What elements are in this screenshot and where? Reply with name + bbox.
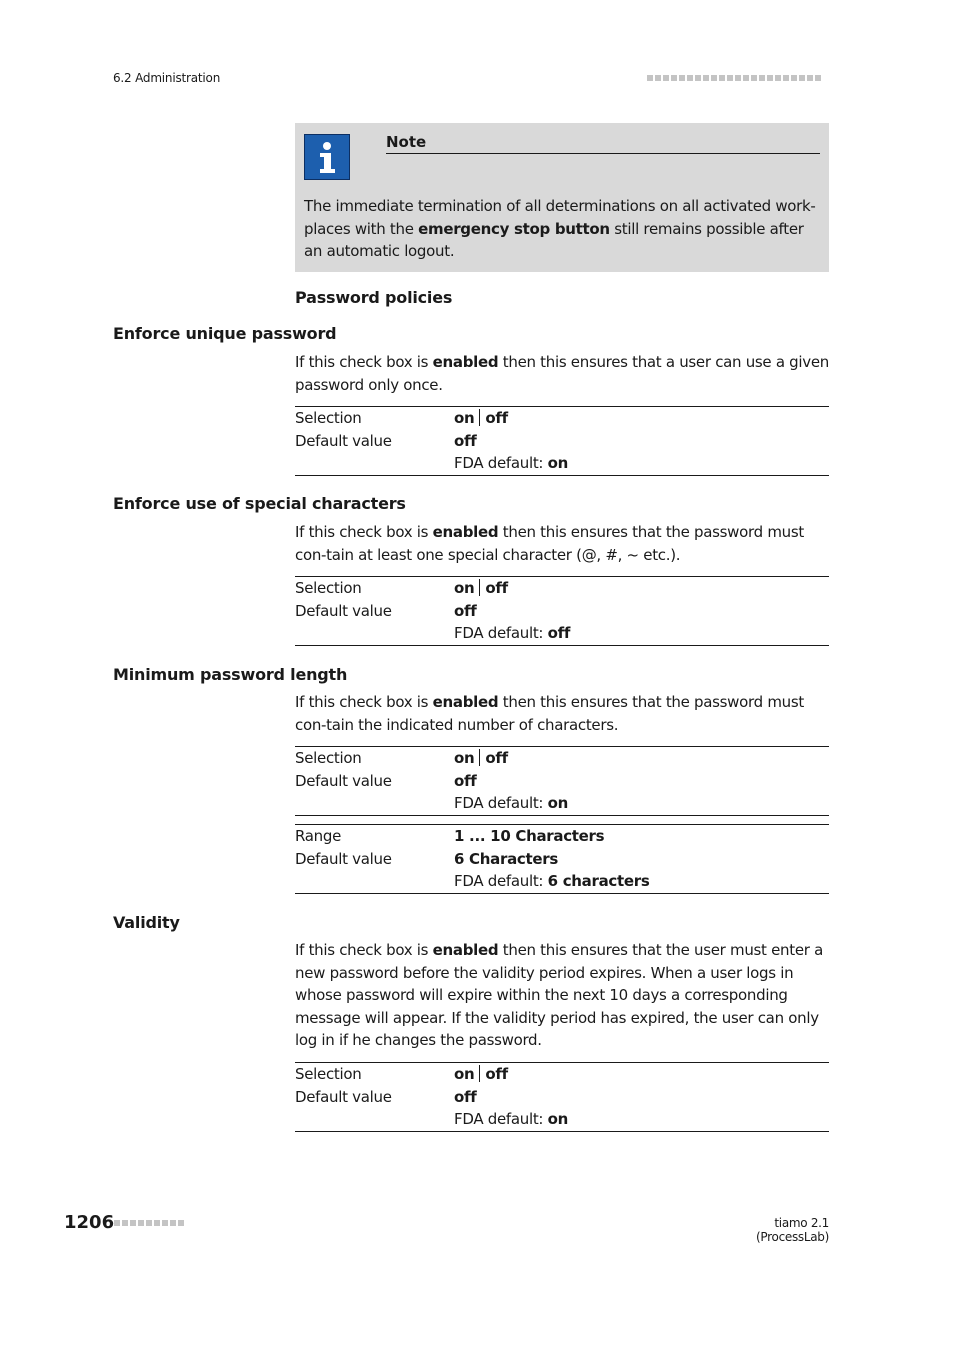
parameter-table — [295, 576, 829, 646]
parameter-table — [295, 1062, 829, 1132]
table-row: Selection on off — [295, 1065, 508, 1083]
password-policies-heading: Password policies — [295, 288, 453, 307]
product-name: tiamo 2.1 (ProcessLab) — [756, 1216, 829, 1244]
parameter-table — [295, 406, 829, 476]
header-decoration — [647, 75, 821, 81]
section-description: If this check box is enabled then this ensures that a user can use a given password only once. — [295, 353, 829, 394]
section-title-validity: Validity — [113, 913, 180, 932]
running-header-section: 6.2 Administration — [113, 71, 221, 85]
note-text: The immediate termination of all determinations on all activated work-places with the emergency stop button still remains possible after an automatic logout. — [304, 197, 816, 260]
note-emphasis: emergency stop button — [418, 219, 610, 238]
table-row: Range 1 ... 10 Characters — [295, 827, 605, 845]
table-row: FDA default: on — [454, 1110, 569, 1128]
table-row: Default value off — [295, 771, 477, 790]
info-icon — [304, 134, 350, 180]
table-row: Default value off — [295, 431, 477, 450]
table-row: Selection on off — [295, 409, 508, 427]
table-row: FDA default: on — [454, 454, 569, 472]
range-table — [295, 824, 829, 894]
table-row: Default value off — [295, 1087, 477, 1106]
table-row: FDA default: off — [454, 624, 571, 642]
footer-decoration — [114, 1220, 184, 1226]
table-row: Default value off — [295, 601, 477, 620]
section-title-minimum-length: Minimum password length — [113, 665, 348, 684]
table-row: Default value 6 Characters — [295, 849, 558, 868]
section-title-unique-password: Enforce unique password — [113, 324, 337, 343]
table-row: FDA default: on — [454, 794, 569, 812]
page-number: 1206 — [64, 1212, 115, 1233]
table-row: Selection on off — [295, 579, 508, 597]
section-description: If this check box is enabled then this ensures that the password must con-tain at least one special character (@, #, ~ etc.). — [295, 523, 804, 564]
section-title-special-characters: Enforce use of special characters — [113, 494, 406, 513]
table-row: FDA default: 6 characters — [454, 872, 650, 890]
section-description: If this check box is enabled then this ensures that the password must con-tain the indicated number of characters. — [295, 693, 804, 734]
note-title: Note — [386, 133, 820, 154]
table-row: Selection on off — [295, 749, 508, 767]
section-description: If this check box is enabled then this ensures that the user must enter a new password before the validity period expires. When a user logs in whose password will expire within the next 10 days a corresponding message will appear. If the validity period has expired, the user can only log in if he changes the password. — [295, 941, 823, 1049]
parameter-table — [295, 746, 829, 816]
